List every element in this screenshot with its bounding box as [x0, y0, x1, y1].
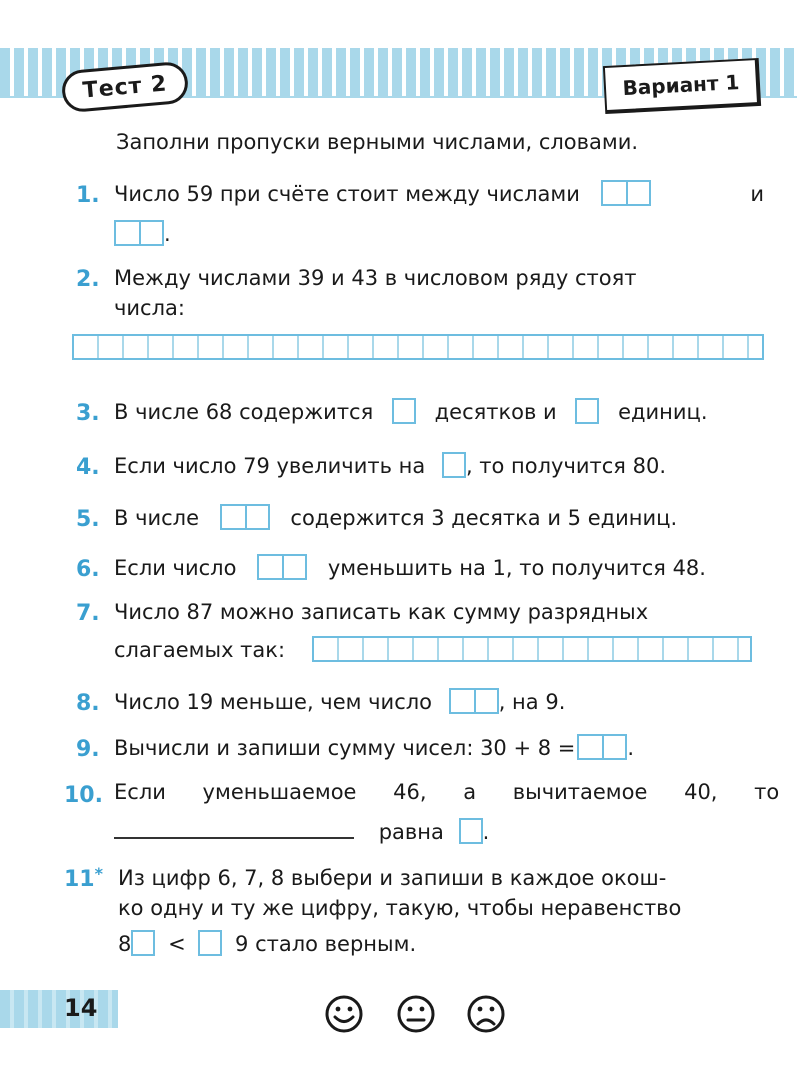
task-6-text-b: уменьшить на 1, то получится 48. [327, 556, 706, 580]
task-8-number: 8. [76, 691, 100, 716]
task-1-period: . [164, 222, 171, 246]
task-2-line-2: числа: [114, 296, 185, 320]
task-4-answer-box[interactable] [442, 452, 466, 478]
task-3-units-box[interactable] [575, 398, 599, 424]
task-8-line [114, 688, 565, 716]
task-3-tens-box[interactable] [392, 398, 416, 424]
task-6-number: 6. [76, 557, 100, 582]
task-9-number: 9. [76, 737, 100, 762]
sad-face-icon[interactable] [466, 994, 506, 1034]
task-11-box-a[interactable] [131, 930, 155, 956]
task-1-number: 1. [76, 183, 100, 208]
task-11-text: 9 стало верным. [235, 932, 417, 956]
task-3-line [114, 398, 708, 426]
task-10-period: . [482, 820, 490, 844]
task-5-text-b: содержится 3 десятка и 5 единиц. [290, 506, 678, 530]
task-1-conjunction: и [750, 182, 764, 206]
task-11-less-sign: < [168, 932, 186, 956]
task-9-line [114, 734, 634, 762]
task-7-answer-grid[interactable] [312, 636, 752, 662]
task-10-text: равна [378, 820, 444, 844]
task-9-text-a: Вычисли и запиши сумму чисел: 30 + 8 = [114, 736, 576, 760]
task-1-answer-box-b[interactable] [114, 220, 164, 246]
task-5-number: 5. [76, 507, 100, 532]
task-10-number: 10. [64, 783, 103, 808]
task-11-num: 11 [64, 867, 95, 892]
test-badge: Тест 2 [60, 61, 189, 114]
smile-face-icon[interactable] [324, 994, 364, 1034]
task-11-star: * [94, 864, 103, 883]
task-9-period: . [627, 736, 635, 760]
task-7-number: 7. [76, 601, 100, 626]
neutral-face-icon[interactable] [396, 994, 436, 1034]
task-3-text-c: единиц. [618, 400, 708, 424]
task-3-text-b: десятков и [434, 400, 557, 424]
task-4-number: 4. [76, 455, 100, 480]
task-3-number: 3. [76, 401, 100, 426]
task-11-line-3 [118, 930, 416, 958]
task-11-box-b[interactable] [198, 930, 222, 956]
task-1-answer-box-a[interactable] [601, 180, 651, 206]
task-2-answer-grid[interactable] [72, 334, 764, 360]
instruction: Заполни пропуски верными числами, словами. [116, 130, 639, 154]
task-10-line-2 [114, 818, 489, 846]
task-1-text: Число 59 при счёте стоит между числами [114, 182, 580, 206]
task-11-line-1: Из цифр 6, 7, 8 выбери и запиши в каждое окош- [118, 866, 667, 890]
task-7-line-2: слагаемых так: [114, 638, 286, 662]
task-9-answer-box[interactable] [577, 734, 627, 760]
task-11-digit: 8 [118, 932, 132, 956]
task-4-text-a: Если число 79 увеличить на [114, 454, 426, 478]
task-3-text-a: В числе 68 содержится [114, 400, 374, 424]
task-4-line [114, 452, 666, 480]
page-number: 14 [64, 994, 98, 1022]
task-10-line-1: Если уменьшаемое 46, а вычитаемое 40, то [114, 780, 780, 804]
task-2-number: 2. [76, 267, 100, 292]
task-5-text-a: В числе [114, 506, 200, 530]
task-8-text-b: , на 9. [498, 690, 566, 714]
task-8-answer-box[interactable] [449, 688, 499, 714]
task-7-line-1: Число 87 можно записать как сумму разрядных [114, 600, 649, 624]
task-11-line-2: ко одну и ту же цифру, такую, чтобы неравенство [118, 896, 682, 920]
task-1-line-1 [114, 180, 764, 208]
task-10-answer-line[interactable] [114, 819, 354, 839]
task-10-answer-box[interactable] [459, 818, 483, 844]
task-8-text-a: Число 19 меньше, чем число [114, 690, 433, 714]
task-6-text-a: Если число [114, 556, 237, 580]
variant-badge: Вариант 1 [603, 58, 761, 114]
task-6-line [114, 554, 706, 582]
page-number-band [0, 990, 118, 1028]
task-11-number [64, 866, 103, 894]
task-1-line-2 [114, 220, 171, 248]
task-6-answer-box[interactable] [257, 554, 307, 580]
task-2-line-1: Между числами 39 и 43 в числовом ряду стоят [114, 266, 637, 290]
task-4-text-b: , то получится 80. [465, 454, 667, 478]
task-5-line [114, 504, 677, 532]
task-5-answer-box[interactable] [220, 504, 270, 530]
